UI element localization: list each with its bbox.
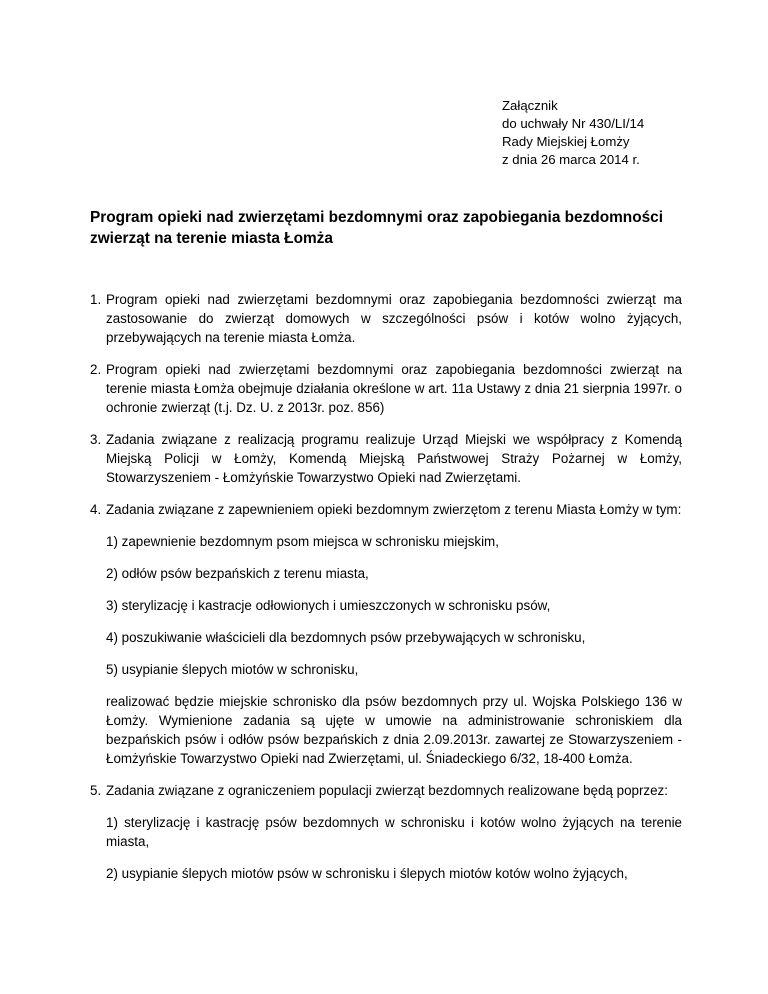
sub-item: 4) poszukiwanie właścicieli dla bezdomnych psów przebywających w schronisku, <box>106 630 586 645</box>
sub-item: 2) odłów psów bezpańskich z terenu miasta, <box>106 566 369 581</box>
item-number: 3. <box>90 432 102 447</box>
item-text: Zadania związane z ograniczeniem populacji zwierząt bezdomnych realizowane będą poprzez: <box>106 783 668 798</box>
item-continuation: realizować będzie miejskie schronisko dla psów bezdomnych przy ul. Wojska Polskiego 136 w Łomży. Wymienione zadania są ujęte w umowie na administrowanie schroniskiem dla bezpańskich psów i odłów psów bezpańskich z dnia 2.09.2013r. zawartej ze Stowarzyszeniem - Łomżyńskie Towarzystwo Opieki nad Zwierzętami, ul. Śniadeckiego 6/32, 18-400 Łomża. <box>106 694 682 766</box>
attachment-header <box>502 97 644 169</box>
item-number: 1. <box>90 292 102 307</box>
header-line: Załącznik <box>502 98 558 113</box>
list-item <box>90 430 682 487</box>
item-text: Zadania związane z zapewnieniem opieki bezdomnym zwierzętom z terenu Miasta Łomży w tym: <box>106 502 682 517</box>
item-number: 4. <box>90 502 102 517</box>
document-body <box>90 290 682 896</box>
list-item <box>90 360 682 417</box>
sub-item: 1) zapewnienie bezdomnym psom miejsca w schronisku miejskim, <box>106 534 499 549</box>
sub-item: 5) usypianie ślepych miotów w schronisku, <box>106 662 359 677</box>
sub-item: 1) sterylizację i kastrację psów bezdomnych w schronisku i kotów wolno żyjących na terenie miasta, <box>106 815 682 849</box>
list-item <box>90 500 682 768</box>
list-item <box>90 781 682 883</box>
item-text: Zadania związane z realizacją programu realizuje Urząd Miejski we współpracy z Komendą Miejską Policji w Łomży, Komendą Miejską Państwowej Straży Pożarnej w Łomży, Stowarzyszeniem - Łomżyńskie Towarzystwo Opieki nad Zwierzętami. <box>106 432 682 485</box>
sub-item: 3) sterylizację i kastracje odłowionych i umieszczonych w schronisku psów, <box>106 598 551 613</box>
item-text: Program opieki nad zwierzętami bezdomnymi oraz zapobiegania bezdomności zwierząt ma zastosowanie do zwierząt domowych w szczególności psów i kotów wolno żyjących, przebywających na terenie miasta Łomża. <box>106 292 682 345</box>
item-number: 5. <box>90 783 102 798</box>
header-line: z dnia 26 marca 2014 r. <box>502 152 640 167</box>
document-title: Program opieki nad zwierzętami bezdomnymi oraz zapobiegania bezdomności zwierząt na terenie miasta Łomża <box>90 209 663 247</box>
header-line: Rady Miejskiej Łomży <box>502 134 630 149</box>
item-text: Program opieki nad zwierzętami bezdomnymi oraz zapobiegania bezdomności zwierząt na terenie miasta Łomża obejmuje działania określone w art. 11a Ustawy z dnia 21 sierpnia 1997r. o ochronie zwierząt (t.j. Dz. U. z 2013r. poz. 856) <box>106 362 682 415</box>
item-number: 2. <box>90 362 102 377</box>
header-line: do uchwały Nr 430/LI/14 <box>502 116 645 131</box>
list-item <box>90 290 682 347</box>
sub-item: 2) usypianie ślepych miotów psów w schronisku i ślepych miotów kotów wolno żyjących, <box>106 866 628 881</box>
